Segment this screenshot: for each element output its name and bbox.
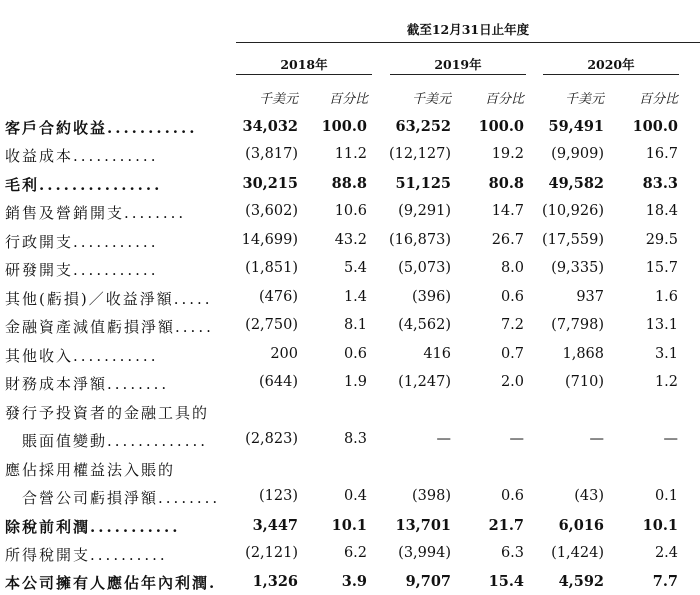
unit-2020-pct: 百分比 bbox=[638, 92, 678, 107]
cell-value: 4,592 bbox=[558, 573, 604, 590]
cell-value: (16,873) bbox=[388, 232, 451, 248]
leader-dots: ........ bbox=[107, 375, 170, 393]
table-row bbox=[0, 399, 700, 425]
cell-value: (2,750) bbox=[245, 317, 298, 333]
row-label bbox=[5, 373, 169, 394]
cell-value: 0.6 bbox=[343, 346, 367, 362]
cell-value: (1,851) bbox=[245, 260, 298, 276]
cell-value: 1.9 bbox=[343, 374, 367, 390]
row-label bbox=[22, 430, 208, 451]
table-row bbox=[0, 199, 700, 225]
cell-value: 13.1 bbox=[645, 317, 678, 333]
unit-2019-usd: 千美元 bbox=[411, 92, 451, 107]
cell-value: (476) bbox=[259, 289, 298, 305]
row-label bbox=[5, 145, 158, 166]
cell-value: 7.2 bbox=[500, 317, 524, 333]
cell-value: (1,247) bbox=[398, 374, 451, 390]
table-row bbox=[0, 370, 700, 396]
cell-value: — bbox=[589, 431, 604, 447]
row-label-text: 賬面值變動 bbox=[22, 432, 108, 450]
cell-value: 1.2 bbox=[654, 374, 678, 390]
row-label bbox=[5, 174, 162, 195]
row-label bbox=[5, 288, 213, 309]
leader-dots: .......... bbox=[90, 546, 168, 564]
unit-2019-pct: 百分比 bbox=[484, 92, 524, 107]
cell-value: 83.3 bbox=[642, 175, 678, 192]
row-label-text: 合營公司虧損淨額 bbox=[22, 489, 159, 507]
cell-value: (123) bbox=[259, 488, 298, 504]
row-label bbox=[5, 516, 180, 537]
cell-value: (10,926) bbox=[541, 203, 604, 219]
cell-value: 34,032 bbox=[242, 118, 298, 135]
cell-value: 1,868 bbox=[562, 346, 604, 362]
table-row bbox=[0, 171, 700, 197]
year-2020-rule bbox=[543, 74, 679, 75]
cell-value: 43.2 bbox=[334, 232, 367, 248]
cell-value: 200 bbox=[270, 346, 298, 362]
cell-value: 21.7 bbox=[488, 517, 524, 534]
table-row bbox=[0, 456, 700, 482]
cell-value: (9,335) bbox=[551, 260, 604, 276]
cell-value: — bbox=[509, 431, 524, 447]
cell-value: (43) bbox=[574, 488, 604, 504]
cell-value: 18.4 bbox=[645, 203, 678, 219]
cell-value: 0.7 bbox=[500, 346, 524, 362]
cell-value: 7.7 bbox=[652, 573, 678, 590]
year-2019: 2019年 bbox=[434, 57, 482, 72]
cell-value: 8.0 bbox=[500, 260, 524, 276]
year-2020: 2020年 bbox=[587, 57, 635, 72]
row-label bbox=[5, 202, 186, 223]
cell-value: (644) bbox=[259, 374, 298, 390]
cell-value: 1,326 bbox=[252, 573, 298, 590]
row-label-text: 發行予投資者的金融工具的 bbox=[5, 404, 210, 422]
leader-dots: ..... bbox=[175, 318, 214, 336]
cell-value: — bbox=[663, 431, 678, 447]
cell-value: 0.1 bbox=[654, 488, 678, 504]
row-label-text: 其他收入 bbox=[5, 347, 74, 365]
cell-value: (9,909) bbox=[551, 146, 604, 162]
cell-value: 3,447 bbox=[252, 517, 298, 534]
row-label bbox=[5, 316, 214, 337]
table-row bbox=[0, 313, 700, 339]
row-label bbox=[5, 117, 197, 138]
cell-value: 937 bbox=[576, 289, 604, 305]
cell-value: 10.1 bbox=[642, 517, 678, 534]
cell-value: 0.6 bbox=[500, 488, 524, 504]
cell-value: 8.3 bbox=[343, 431, 367, 447]
table-row bbox=[0, 142, 700, 168]
cell-value: (3,817) bbox=[245, 146, 298, 162]
cell-value: 26.7 bbox=[491, 232, 524, 248]
cell-value: 5.4 bbox=[343, 260, 367, 276]
cell-value: (4,562) bbox=[398, 317, 451, 333]
row-label-text: 本公司擁有人應佔年內利潤 bbox=[5, 574, 210, 592]
period-header: 截至12月31日止年度 bbox=[406, 22, 530, 37]
cell-value: 2.0 bbox=[500, 374, 524, 390]
cell-value: (2,121) bbox=[245, 545, 298, 561]
leader-dots: ..... bbox=[173, 290, 213, 308]
cell-value: 2.4 bbox=[654, 545, 678, 561]
leader-dots: ........... bbox=[73, 147, 159, 165]
cell-value: 11.2 bbox=[334, 146, 367, 162]
row-label-text: 金融資產減值虧損淨額 bbox=[5, 318, 176, 336]
table-row bbox=[0, 114, 700, 140]
cell-value: 51,125 bbox=[395, 175, 451, 192]
cell-value: 416 bbox=[423, 346, 451, 362]
table-row bbox=[0, 427, 700, 453]
leader-dots: ............. bbox=[107, 432, 209, 450]
cell-value: 10.1 bbox=[331, 517, 367, 534]
leader-dots: ........... bbox=[73, 233, 159, 251]
row-label bbox=[5, 402, 209, 423]
leader-dots: ........ bbox=[158, 489, 221, 507]
table-row bbox=[0, 569, 700, 595]
cell-value: 1.4 bbox=[343, 289, 367, 305]
cell-value: 63,252 bbox=[395, 118, 451, 135]
cell-value: 88.8 bbox=[331, 175, 367, 192]
unit-2018-pct: 百分比 bbox=[328, 92, 368, 107]
row-label bbox=[5, 572, 217, 593]
cell-value: (7,798) bbox=[551, 317, 604, 333]
cell-value: (12,127) bbox=[388, 146, 451, 162]
leader-dots: ........... bbox=[107, 119, 198, 137]
unit-2018-usd: 千美元 bbox=[258, 92, 298, 107]
cell-value: 14,699) bbox=[241, 232, 298, 248]
row-label bbox=[5, 345, 158, 366]
row-label-text: 客戶合約收益 bbox=[5, 119, 108, 137]
cell-value: 15.7 bbox=[645, 260, 678, 276]
cell-value: (9,291) bbox=[398, 203, 451, 219]
leader-dots: ........... bbox=[90, 518, 181, 536]
cell-value: 10.6 bbox=[334, 203, 367, 219]
table-row bbox=[0, 513, 700, 539]
table-row bbox=[0, 228, 700, 254]
year-2018: 2018年 bbox=[280, 57, 328, 72]
table-row bbox=[0, 484, 700, 510]
cell-value: 0.6 bbox=[500, 289, 524, 305]
row-label-text: 財務成本淨額 bbox=[5, 375, 108, 393]
leader-dots: ............... bbox=[39, 176, 163, 194]
cell-value: 59,491 bbox=[548, 118, 604, 135]
year-2019-rule bbox=[390, 74, 526, 75]
cell-value: 16.7 bbox=[645, 146, 678, 162]
cell-value: 100.0 bbox=[321, 118, 367, 135]
cell-value: 3.9 bbox=[341, 573, 367, 590]
cell-value: 100.0 bbox=[478, 118, 524, 135]
leader-dots: ........... bbox=[73, 347, 159, 365]
row-label bbox=[5, 459, 175, 480]
cell-value: (710) bbox=[565, 374, 604, 390]
year-2018-rule bbox=[236, 74, 372, 75]
cell-value: (2,823) bbox=[245, 431, 298, 447]
cell-value: (5,073) bbox=[398, 260, 451, 276]
period-rule bbox=[236, 42, 700, 43]
cell-value: 15.4 bbox=[488, 573, 524, 590]
cell-value: 0.4 bbox=[343, 488, 367, 504]
row-label-text: 收益成本 bbox=[5, 147, 74, 165]
row-label bbox=[5, 231, 158, 252]
leader-dots: ........ bbox=[124, 204, 187, 222]
row-label-text: 銷售及營銷開支 bbox=[5, 204, 125, 222]
cell-value: 9,707 bbox=[405, 573, 451, 590]
cell-value: (398) bbox=[412, 488, 451, 504]
cell-value: 6,016 bbox=[558, 517, 604, 534]
leader-dots: . bbox=[209, 574, 218, 592]
row-label-text: 除稅前利潤 bbox=[5, 518, 91, 536]
table-row bbox=[0, 256, 700, 282]
row-label-text: 行政開支 bbox=[5, 233, 74, 251]
leader-dots: ........... bbox=[73, 261, 159, 279]
cell-value: 6.3 bbox=[500, 545, 524, 561]
row-label-text: 其他(虧損)／收益淨額 bbox=[5, 290, 174, 308]
cell-value: 1.6 bbox=[654, 289, 678, 305]
table-row bbox=[0, 285, 700, 311]
row-label-text: 研發開支 bbox=[5, 261, 74, 279]
row-label bbox=[5, 259, 158, 280]
cell-value: 19.2 bbox=[491, 146, 524, 162]
cell-value: 6.2 bbox=[343, 545, 367, 561]
row-label bbox=[5, 544, 168, 565]
cell-value: 100.0 bbox=[632, 118, 678, 135]
cell-value: (396) bbox=[412, 289, 451, 305]
cell-value: 29.5 bbox=[645, 232, 678, 248]
cell-value: 3.1 bbox=[654, 346, 678, 362]
cell-value: 13,701 bbox=[395, 517, 451, 534]
table-row bbox=[0, 541, 700, 567]
cell-value: 80.8 bbox=[488, 175, 524, 192]
table-row bbox=[0, 342, 700, 368]
cell-value: (1,424) bbox=[551, 545, 604, 561]
cell-value: — bbox=[436, 431, 451, 447]
cell-value: (3,602) bbox=[245, 203, 298, 219]
cell-value: (3,994) bbox=[398, 545, 451, 561]
cell-value: 14.7 bbox=[491, 203, 524, 219]
unit-2020-usd: 千美元 bbox=[564, 92, 604, 107]
cell-value: 49,582 bbox=[548, 175, 604, 192]
cell-value: (17,559) bbox=[541, 232, 604, 248]
row-label bbox=[22, 487, 220, 508]
cell-value: 8.1 bbox=[343, 317, 367, 333]
row-label-text: 所得稅開支 bbox=[5, 546, 91, 564]
row-label-text: 毛利 bbox=[5, 176, 40, 194]
row-label-text: 應佔採用權益法入賬的 bbox=[5, 461, 176, 479]
cell-value: 30,215 bbox=[242, 175, 298, 192]
